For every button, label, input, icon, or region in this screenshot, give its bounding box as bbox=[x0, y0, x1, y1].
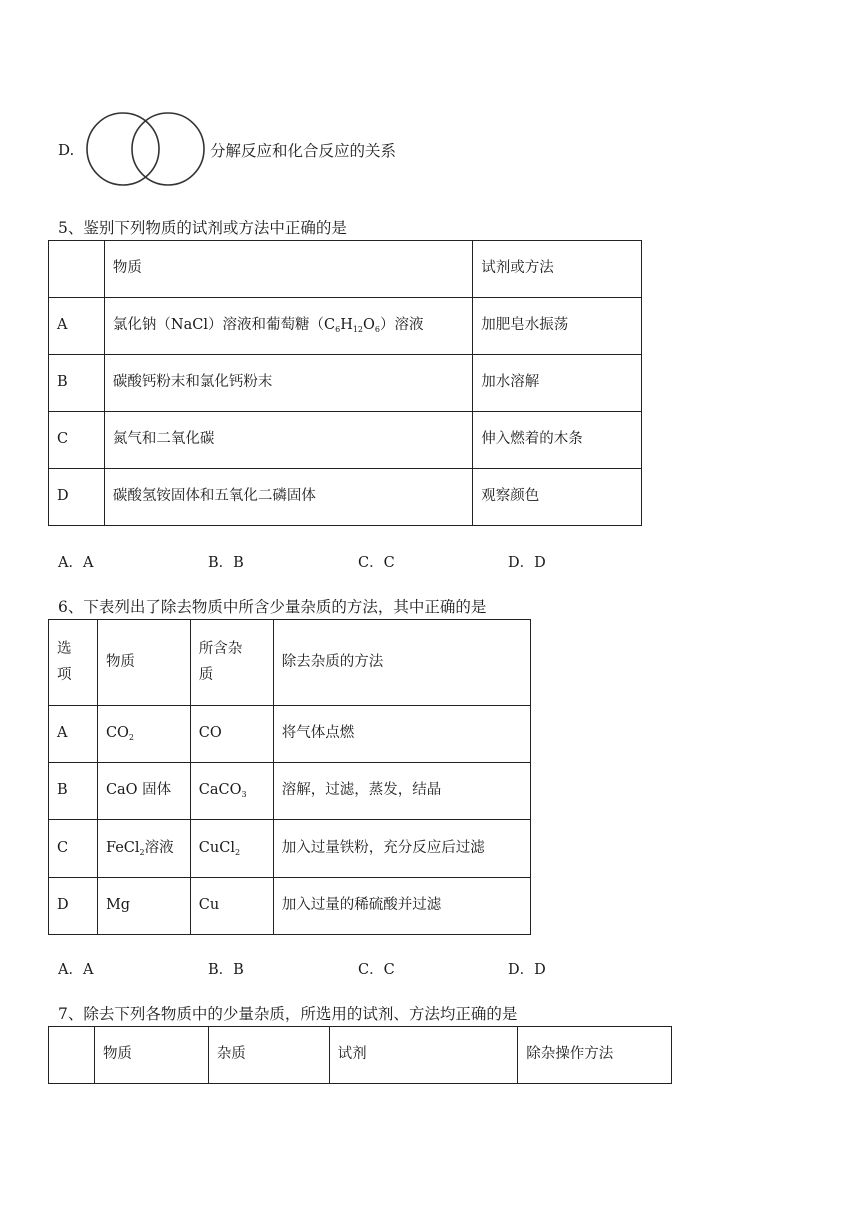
method-cell: 观察颜色 bbox=[473, 469, 642, 526]
method-cell: 加水溶解 bbox=[473, 355, 642, 412]
impurity-cell: Cu bbox=[190, 878, 273, 935]
question-6-table bbox=[48, 619, 531, 935]
substance-cell: 氯化钠（NaCl）溶液和葡萄糖$(C_6H_{12}O_6)$溶液 bbox=[104, 298, 472, 355]
substance-cell: Mg bbox=[97, 878, 190, 935]
header-cell-method: 试剂或方法 bbox=[473, 241, 642, 298]
answer-choice-c[interactable]: C．C bbox=[358, 962, 395, 978]
row-id: D bbox=[49, 469, 105, 526]
table-row bbox=[49, 820, 531, 878]
row-id: B bbox=[49, 763, 98, 820]
substance-cell: CaO 固体 bbox=[97, 763, 190, 820]
header-cell-impurity: 杂质 bbox=[208, 1027, 329, 1084]
answer-choice-a[interactable]: A．A bbox=[58, 555, 94, 571]
question-5-title: 5、鉴别下列物质的试剂或方法中正确的是 bbox=[58, 219, 347, 237]
substance-cell: $CO_2$ bbox=[97, 706, 190, 763]
venn-caption: 分解反应和化合反应的关系 bbox=[210, 142, 397, 160]
substance-cell: 氮气和二氧化碳 bbox=[104, 412, 472, 469]
table-row bbox=[49, 298, 642, 355]
method-cell: 加入过量的稀硫酸并过滤 bbox=[273, 878, 530, 935]
substance-cell: FeCl$_2$溶液 bbox=[97, 820, 190, 878]
question-7-title: 7、除去下列各物质中的少量杂质，所选用的试剂、方法均正确的是 bbox=[58, 1005, 518, 1023]
option-d-label: D. bbox=[58, 141, 75, 159]
header-cell-substance: 物质 bbox=[97, 620, 190, 706]
header-cell-empty bbox=[49, 1027, 95, 1084]
answer-choice-b[interactable]: B．B bbox=[208, 962, 244, 978]
impurity-cell: CO bbox=[190, 706, 273, 763]
header-cell-reagent: 试剂 bbox=[329, 1027, 518, 1084]
row-id: D bbox=[49, 878, 98, 935]
table-row bbox=[49, 355, 642, 412]
venn-diagram-overlapping-circles bbox=[84, 110, 206, 188]
substance-cell: 碳酸氢铵固体和五氧化二磷固体 bbox=[104, 469, 472, 526]
header-cell-empty bbox=[49, 241, 105, 298]
header-cell-operation: 除杂操作方法 bbox=[518, 1027, 672, 1084]
table-header-row bbox=[49, 241, 642, 298]
method-cell: 加入过量铁粉，充分反应后过滤 bbox=[273, 820, 530, 878]
header-cell-option: 选 项 bbox=[49, 620, 98, 706]
row-id: C bbox=[49, 412, 105, 469]
question-6-title: 6、下表列出了除去物质中所含少量杂质的方法，其中正确的是 bbox=[58, 598, 487, 616]
question-5-table bbox=[48, 240, 642, 526]
impurity-cell: CuCl$_2$ bbox=[190, 820, 273, 878]
header-cell-substance: 物质 bbox=[94, 1027, 208, 1084]
substance-cell: 碳酸钙粉末和氯化钙粉末 bbox=[104, 355, 472, 412]
row-id: C bbox=[49, 820, 98, 878]
header-cell-impurity: 所含杂 质 bbox=[190, 620, 273, 706]
method-cell: 溶解，过滤，蒸发，结晶 bbox=[273, 763, 530, 820]
impurity-cell: CaCO$_3$ bbox=[190, 763, 273, 820]
row-id: A bbox=[49, 706, 98, 763]
table-row bbox=[49, 412, 642, 469]
method-cell: 加肥皂水振荡 bbox=[473, 298, 642, 355]
table-row bbox=[49, 878, 531, 935]
answer-choice-d[interactable]: D．D bbox=[508, 962, 546, 978]
answer-choice-d[interactable]: D．D bbox=[508, 555, 546, 571]
table-row bbox=[49, 706, 531, 763]
row-id: B bbox=[49, 355, 105, 412]
answer-choice-b[interactable]: B．B bbox=[208, 555, 244, 571]
answer-choice-c[interactable]: C．C bbox=[358, 555, 395, 571]
venn-circle-left bbox=[87, 113, 159, 185]
table-header-row bbox=[49, 1027, 672, 1084]
method-cell: 伸入燃着的木条 bbox=[473, 412, 642, 469]
table-row bbox=[49, 469, 642, 526]
header-cell-substance: 物质 bbox=[104, 241, 472, 298]
header-cell-method: 除去杂质的方法 bbox=[273, 620, 530, 706]
answer-choice-a[interactable]: A．A bbox=[58, 962, 94, 978]
venn-circle-right bbox=[132, 113, 204, 185]
question-7-table bbox=[48, 1026, 672, 1084]
method-cell: 将气体点燃 bbox=[273, 706, 530, 763]
table-header-row bbox=[49, 620, 531, 706]
row-id: A bbox=[49, 298, 105, 355]
table-row bbox=[49, 763, 531, 820]
